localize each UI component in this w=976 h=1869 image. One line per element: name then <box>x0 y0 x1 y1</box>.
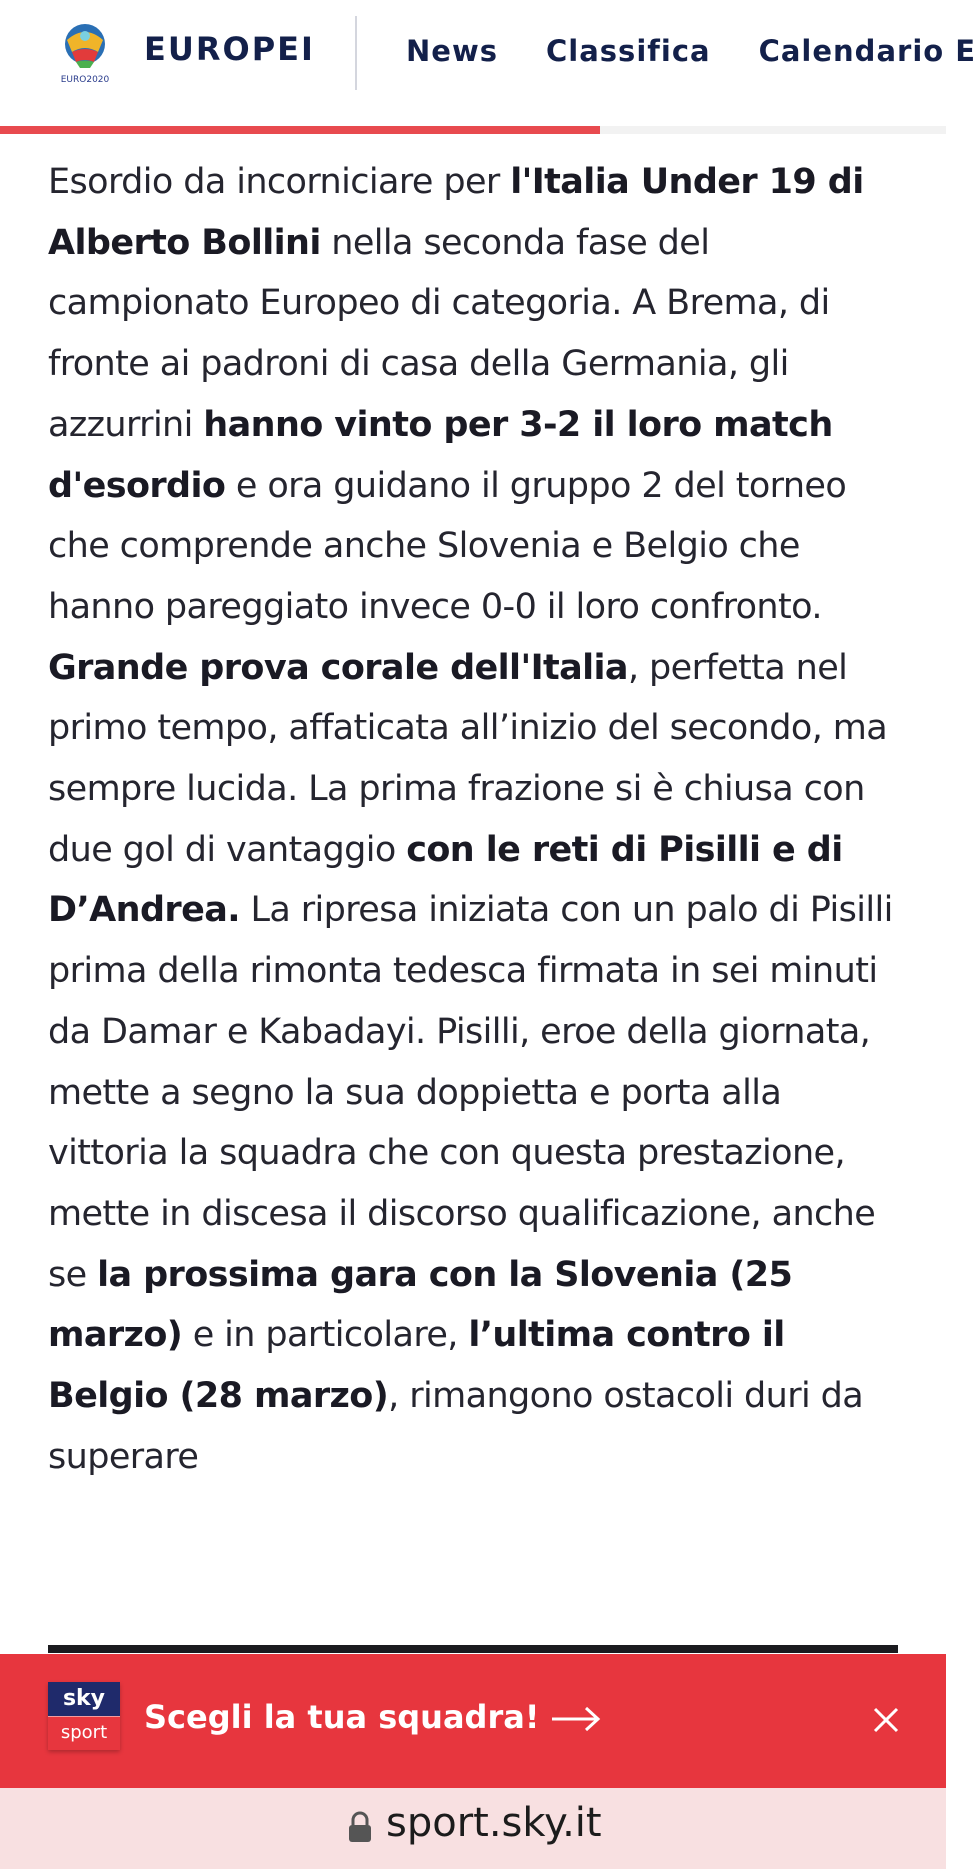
nav-item-calendario[interactable]: Calendario E <box>758 34 976 68</box>
article-text: La ripresa iniziata con un palo di Pisilli prima della rimonta tedesca firmata in sei minuti da Damar e Kabadayi. Pisilli, eroe della giornata, mette a segno la sua doppietta e porta alla vittoria la squadra che con questa prestazione, mette in discesa il discorso qualificazione, anche se <box>48 890 893 1295</box>
banner-cta-text[interactable]: Scegli la tua squadra! <box>144 1698 540 1736</box>
sport-logo-text: sport <box>48 1716 120 1750</box>
section-nav <box>406 34 976 68</box>
article-text: Esordio da incorniciare per <box>48 162 511 202</box>
article-bold-text: con le reti di Pisilli e di D’Andrea. <box>48 829 843 931</box>
reading-progress-bar <box>0 126 600 134</box>
lock-icon <box>347 1810 373 1844</box>
team-picker-banner[interactable] <box>0 1654 946 1788</box>
section-title[interactable]: EUROPEI <box>144 30 315 68</box>
article-bold-text: la prossima gara con la Slovenia (25 marzo) <box>48 1254 793 1356</box>
article-text: nella seconda fase del campionato Europeo di categoria. A Brema, di fronte ai padroni di casa della Germania, gli azzurrini <box>48 222 830 445</box>
sky-logo-text: sky <box>48 1682 120 1716</box>
article-text: e in particolare, <box>182 1315 469 1356</box>
nav-item-classifica[interactable]: Classifica <box>546 34 711 68</box>
article-bold-text: Grande prova corale dell'Italia <box>48 647 628 688</box>
article-body <box>48 152 908 1487</box>
section-separator <box>48 1645 898 1653</box>
browser-address-bar[interactable] <box>0 1788 946 1869</box>
logo-text: EURO2020 <box>60 75 110 85</box>
sky-sport-logo <box>48 1682 120 1750</box>
article-text: e ora guidano il gruppo 2 del torneo che comprende anche Slovenia e Belgio che hanno pareggiato invece 0-0 il loro confronto. <box>48 465 847 627</box>
close-icon[interactable] <box>872 1706 900 1734</box>
article-bold-text: l’ultima contro il Belgio (28 marzo) <box>48 1315 785 1417</box>
article-text: , rimangono ostacoli duri da superare <box>48 1376 864 1477</box>
arrow-right-icon[interactable] <box>550 1704 602 1734</box>
url-text[interactable]: sport.sky.it <box>386 1800 602 1846</box>
article-bold-text: l'Italia Under 19 di Alberto Bollini <box>48 162 864 263</box>
euro2020-logo[interactable] <box>58 22 112 86</box>
header-divider <box>355 16 357 90</box>
article-bold-text: hanno vinto per 3-2 il loro match d'esordio <box>48 404 833 506</box>
nav-item-news[interactable]: News <box>406 34 498 68</box>
article-text: , perfetta nel primo tempo, affaticata all’inizio del secondo, ma sempre lucida. La prima frazione si è chiusa con due gol di vantaggio <box>48 647 888 870</box>
top-header <box>0 0 976 134</box>
